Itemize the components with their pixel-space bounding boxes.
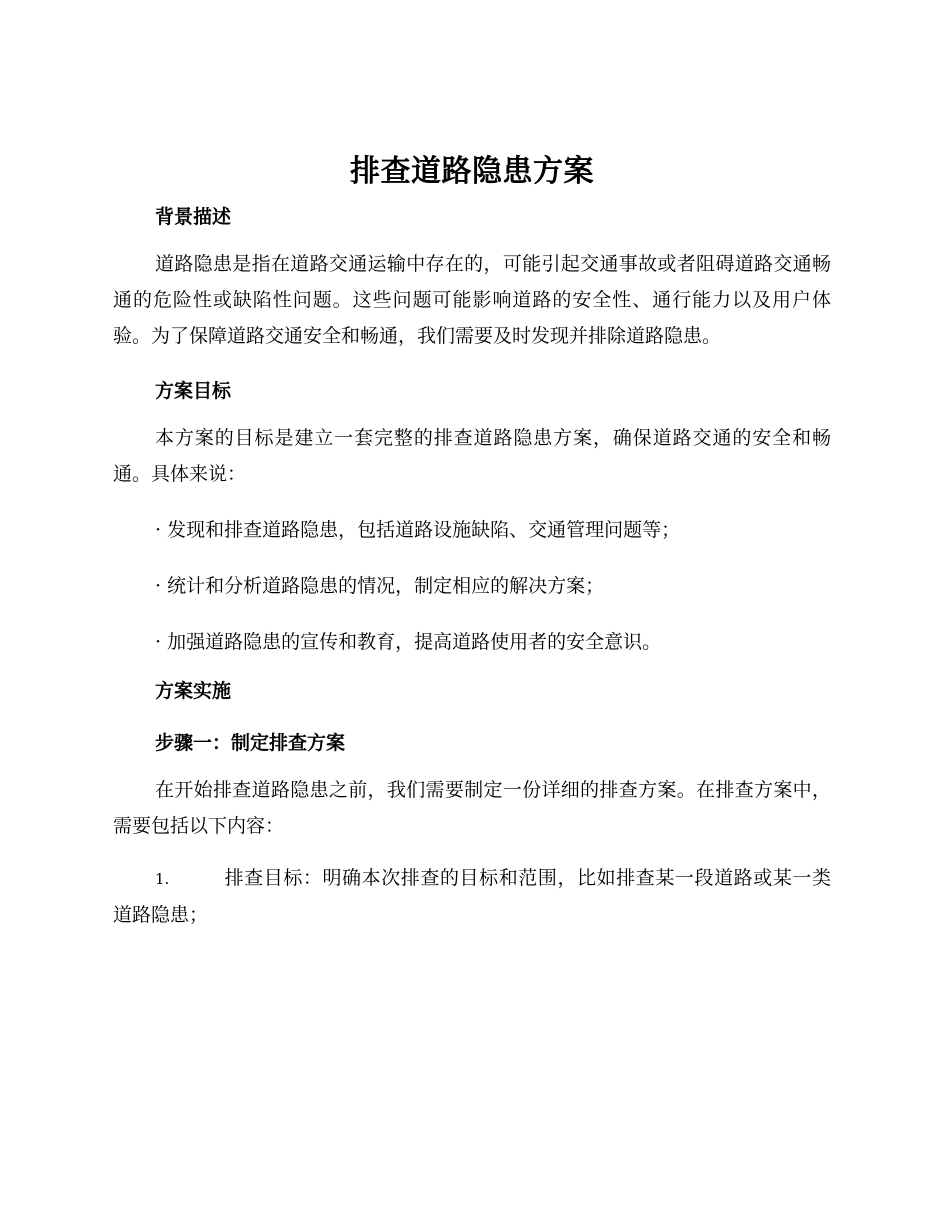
section-heading-goals: 方案目标 xyxy=(155,380,232,402)
document-title: 排查道路隐患方案 xyxy=(350,154,594,189)
document-page xyxy=(113,150,831,933)
section-heading-implementation: 方案实施 xyxy=(155,680,232,702)
list-item: · 加强道路隐患的宣传和教育，提高道路使用者的安全意识。 xyxy=(155,631,662,653)
numbered-item xyxy=(113,860,831,933)
section-heading-background: 背景描述 xyxy=(155,206,232,228)
step-heading: 步骤一：制定排查方案 xyxy=(155,732,346,754)
list-item: · 统计和分析道路隐患的情况，制定相应的解决方案； xyxy=(155,575,605,597)
goals-paragraph: 本方案的目标是建立一套完整的排查道路隐患方案，确保道路交通的安全和畅通。具体来说： xyxy=(113,427,831,485)
background-paragraph: 道路隐患是指在道路交通运输中存在的，可能引起交通事故或者阻碍道路交通畅通的危险性或缺陷性问题。这些问题可能影响道路的安全性、通行能力以及用户体验。为了保障道路交通安全和畅通，我们需要及时发现并排除道路隐患。 xyxy=(113,253,831,347)
numbered-item-text: 排查目标：明确本次排查的目标和范围，比如排查某一段道路或某一类道路隐患； xyxy=(113,867,831,926)
numbered-item-marker: 1. xyxy=(155,870,170,888)
list-item: · 发现和排查道路隐患，包括道路设施缺陷、交通管理问题等； xyxy=(155,519,681,541)
step-paragraph: 在开始排查道路隐患之前，我们需要制定一份详细的排查方案。在排查方案中，需要包括以下内容： xyxy=(113,779,831,837)
